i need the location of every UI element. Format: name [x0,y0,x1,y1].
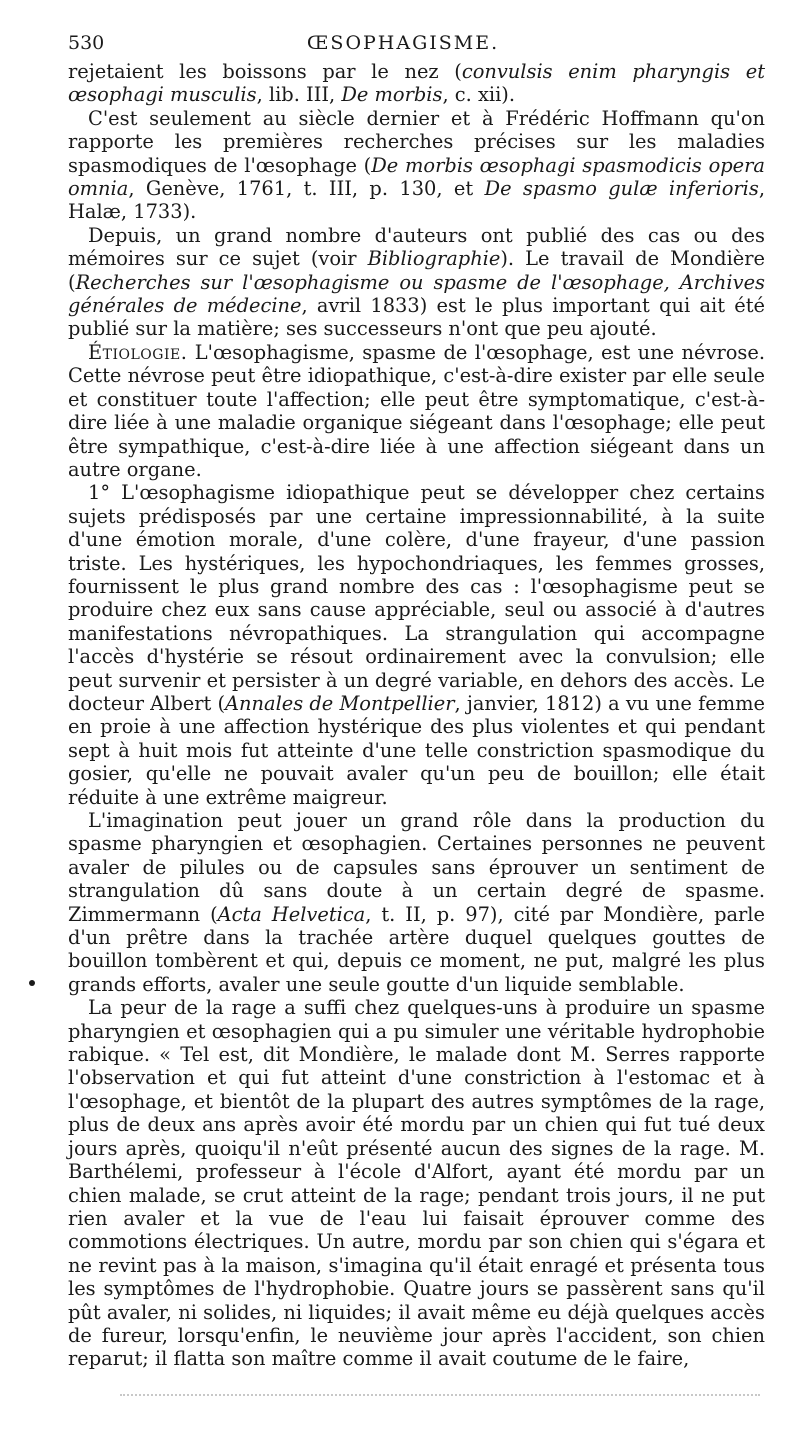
paragraph-3-text: Depuis, un grand nombre d'auteurs ont publié des cas ou des mémoires sur ce sujet (voir [68,223,765,271]
paragraph-3-text: , avril 1833) est le plus important qui ait été publié sur la matière; ses successeurs n'ont que peu ajouté. [68,294,765,341]
margin-mark [29,980,35,986]
citation-title: Recherches sur l'œsophagisme ou spasme de l'œsophage, Archives générales de médecine [68,270,765,318]
bleed-through-rule [120,1394,760,1396]
citation-latin: convulsis enim pharyngis et œsophagi musculis [68,60,765,107]
citation-title: De morbis [341,83,443,107]
page-body [68,60,765,1371]
running-title: ŒSOPHAGISME. [306,32,500,54]
citation-title: Annales de Montpellier [225,691,455,715]
paragraph-6 [68,809,765,996]
paragraph-6-text: L'imagination peut jouer un grand rôle dans la production du spasme pharyngien et œsophagien. Certaines personnes ne peuvent avaler de pilules ou de capsules sans éprouver un sentiment de strangulation dû sans doute à un certain degré de spasme. Zimmermann ( [68,809,765,926]
paragraph-1-text: , lib. III, [256,83,342,107]
paragraph-7-text: La peur de la rage a suffi chez quelques-uns à produire un spasme pharyngien et œsophagien qui a pu simuler une véritable hydrophobie rabique. « Tel est, dit Mondière, le malade dont M. Serres rapporte l'observation et qui fut atteint d'une constriction à l'estomac et à l'œsophage, et bientôt de la plupart des autres symptômes de la rage, plus de deux ans après avoir été mordu par un chien qui fut tué deux jours après, quoiqu'il n'eût présenté aucun des signes de la rage. M. Barthélemi, professeur à l'école d'Alfort, ayant été mordu par un chien malade, se crut atteint de la rage; pendant trois jours, il ne put rien avaler et la vue de l'eau lui faisait éprouver comme des commotions électriques. Un autre, mordu par son chien qui s'égara et ne revint pas à la maison, s'imagina qu'il était enragé et présenta tous les symptômes de l'hydrophobie. Quatre jours se passèrent sans qu'il pût avaler, ni solides, ni liquides; il avait même eu déjà quelques accès de fureur, lorsqu'enfin, le neuvième jour après l'accident, son chien reparut; il flatta son maître comme il avait coutume de le faire, [68,996,765,1371]
paragraph-2 [68,107,765,224]
paragraph-1-text: rejetaient les boissons par le nez ( [68,60,462,83]
citation-title: Acta Helvetica [217,902,366,926]
page-number: 530 [68,32,105,54]
paragraph-7 [68,996,765,1371]
paragraph-5-text: 1° L'œsophagisme idiopathique peut se développer chez certains sujets prédisposés par une certaine impressionnabilité, à la suite d'une émotion morale, d'une colère, d'une frayeur, d'une passion triste. Les hystériques, les hypochondriaques, les femmes grosses, fournissent le plus grand nombre des cas : l'œsophagisme peut se produire chez eux sans cause appréciable, seul ou associé à d'autres manifestations névropathiques. La strangulation qui accompagne l'accès d'hystérie se résout ordinairement avec la convulsion; elle peut survenir et persister à un degré variable, en dehors des accès. Le docteur Albert ( [68,481,765,715]
page-header [68,24,738,60]
section-heading: Étiologie. [88,340,188,364]
paragraph-etiologie [68,341,765,481]
paragraph-1 [68,60,765,107]
paragraph-3-text: ). Le travail de Mondière ( [68,247,765,294]
paragraph-5 [68,481,765,809]
citation-title: De morbis œsophagi spasmodicis opera omnia [68,153,765,201]
paragraph-2-text: C'est seulement au siècle dernier et à Frédéric Hoffmann qu'on rapporte les premières recherches précises sur les maladies spasmodiques de l'œsophage ( [68,106,765,177]
paragraph-5-text: , janvier, 1812) a vu une femme en proie à une affection hystérique des plus violentes et qui pendant sept à huit mois fut atteinte d'une telle constriction spasmodique du gosier, qu'elle ne pouvait avaler qu'un peu de bouillon; elle était réduite à une extrême maigreur. [68,691,765,809]
paragraph-2-text: , Genève, 1761, t. III, p. 130, et [128,177,485,201]
paragraph-2-text: , Halæ, 1733). [68,177,766,224]
paragraph-6-text: , t. II, p. 97), cité par Mondière, parle d'un prêtre dans la trachée artère duquel quelques gouttes de bouillon tombèrent et qui, depuis ce moment, ne put, malgré les plus grands efforts, avaler une seule goutte d'un liquide semblable. [68,902,765,996]
citation-title: De spasmo gulæ inferioris [484,177,759,201]
paragraph-4-text: L'œsophagisme, spasme de l'œsophage, est une névrose. Cette névrose peut être idiopathique, c'est-à-dire exister par elle seule et constituer toute l'affection; elle peut être symptomatique, c'est-à-dire liée à une maladie organique siégeant dans l'œsophage; elle peut être sympathique, c'est-à-dire liée à une affection siégeant dans un autre organe. [68,340,765,481]
paragraph-1-text: , c. xii). [442,83,516,107]
paragraph-3 [68,224,765,341]
bibliography-reference: Bibliographie [367,247,501,271]
